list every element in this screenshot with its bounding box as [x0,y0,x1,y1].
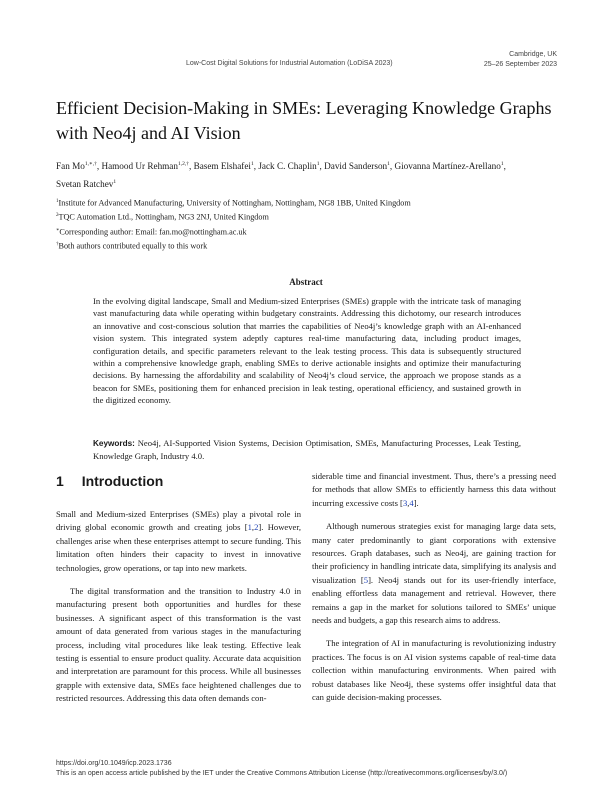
author: Jack C. Chaplin$^1$ [258,161,320,172]
section-number: 1 [56,473,64,489]
title-line-2: with Neo4j and AI Vision [56,123,241,143]
header-city: Cambridge, UK [509,51,557,58]
paper-title [56,96,556,146]
citation-link[interactable]: 5 [363,574,369,585]
author: Hamood Ur Rehman$^{1,2,\dagger}$ [101,161,189,172]
paragraph: Small and Medium-sized Enterprises (SMEs) play a pivotal role in driving global economic growth and creating jobs [1,2]. However, challenges arise when these enterprises attempt to secure funding. This limitation often hinders their capacity to invest in innovative technologies, grow operations, or tap into new markets. [56,509,301,573]
keywords-text: Neo4j, AI-Supported Vision Systems, Decision Optimisation, SMEs, Manufacturing Processes, Leak Testing, Knowledge Graph, Industry 4.0. [93,438,521,462]
left-column [56,508,301,716]
author: Fan $Mo^{1,∗,\dagger}$ [56,161,97,172]
citation-link[interactable]: 3 [402,497,408,508]
paragraph: siderable time and financial investment. Thus, there’s a pressing need for methods that allow SMEs to efficiently harness this data without incurring excessive costs [3,4]. [312,471,556,508]
license-notice: This is an open access article published by the IET under the Creative Commons Attribution License (http://creativecommons.org/licenses/by/3.0/) [56,770,508,777]
affiliation: †Both authors contributed equally to this work [56,241,208,251]
citation-link[interactable]: 4 [409,497,414,508]
affiliations [56,196,556,253]
paragraph: The digital transformation and the transition to Industry 4.0 in manufacturing present both opportunities and hurdles for these businesses. A significant aspect of this transformation is the vast amount of data generated from various stages in the manufacturing process, including vital procedures like leak testing. Effective leak testing is essential to ensure product quality. Accurate data acquisition and interpretation are paramount for this process. While all businesses grapple with extensive data, SMEs face heightened challenges due to restricted resources. Addressing this data often demands con- [56,586,301,704]
paragraph: Although numerous strategies exist for managing large data sets, many cater predominantly to giant corporations with extensive resources. Graph databases, such as Neo4j, are gaining traction for their proficiency in handling intricate data, simplifying its analysis and visualization [5]. Neo4j stands out for its user-friendly interface, enabling effortless data management and retrieval. However, there remains a gap in the market for solutions tailored to SMEs’ unique needs and budgets, a gap this research aims to address. [312,521,556,626]
right-column [312,470,556,715]
paragraph: The integration of AI in manufacturing is revolutionizing industry practices. The focus is on AI vision systems capable of real-time data collection within manufacturing environments. When paired with robust databases like Neo4j, these systems offer insightful data that can guide decision-making processes. [312,638,556,703]
keywords [93,437,521,463]
citation-link[interactable]: 1 [247,522,252,533]
running-header-location [484,50,557,70]
author: Svetan Ratchev$^1$ [56,179,117,190]
keywords-label: Keywords: [93,439,135,448]
affiliation: $^1$Institute for Advanced Manufacturing, University of Nottingham, Nottingham, NG8 1BB, United Kingdom [56,198,411,208]
doi-link[interactable]: https://doi.org/10.1049/icp.2023.1736 [56,760,172,767]
header-dates: 25–26 September 2023 [483,61,557,68]
citation-link[interactable]: 2 [254,522,259,533]
running-header-conference: Low-Cost Digital Solutions for Industrial Automation (LoDiSA 2023) [186,60,393,67]
author-list: Fan $Mo^{1,∗,\dagger}$, Hamood Ur Rehman$^{1,2,\dagger}$, Basem Elshafei$^1$, Jack C. Chaplin$^1$, David Sanderson$^1$, Giovanna Martínez-Arellano$^1$, Svetan Ratchev$^1$ [56,161,506,190]
author: Giovanna Martínez-Arellano$^1$ [394,161,504,172]
section-title: Introduction [81,473,164,489]
affiliation: ∗Corresponding author: Email: fan.mo@nottingham.ac.uk [56,227,247,237]
section-heading [56,473,163,489]
abstract-text: In the evolving digital landscape, Small and Medium-sized Enterprises (SMEs) grapple with the intricate task of managing vast manufacturing data while operating within budgetary constraints. Addressing this dichotomy, our research introduces an innovative and cost-conscious solution that marries the capabilities of Neo4j’s knowledge graph with an AI-enhanced vision system. This integrated system adeptly captures real-time manufacturing data, including product images, configuration details, and specific parameters relevant to the leak testing process. This data is subsequently structured within a comprehensive knowledge graph, enabling SMEs to derive actionable insights and optimize their manufacturing decisions. By harnessing the affordability and scalability of Neo4j’s cloud service, the approach we propose stands as a beacon for SMEs, positioning them for enhanced precision in leak testing, operational efficiency, and sustained growth in the digitized economy. [93,296,521,406]
author: Basem Elshafei$^1$ [193,161,254,172]
affiliation: $^2$TQC Automation Ltd., Nottingham, NG3 2NJ, United Kingdom [56,213,269,223]
author: David Sanderson$^1$ [324,161,390,172]
title-line-1: Efficient Decision-Making in SMEs: Leveraging Knowledge Graphs [56,98,552,118]
abstract-heading: Abstract [289,277,323,287]
